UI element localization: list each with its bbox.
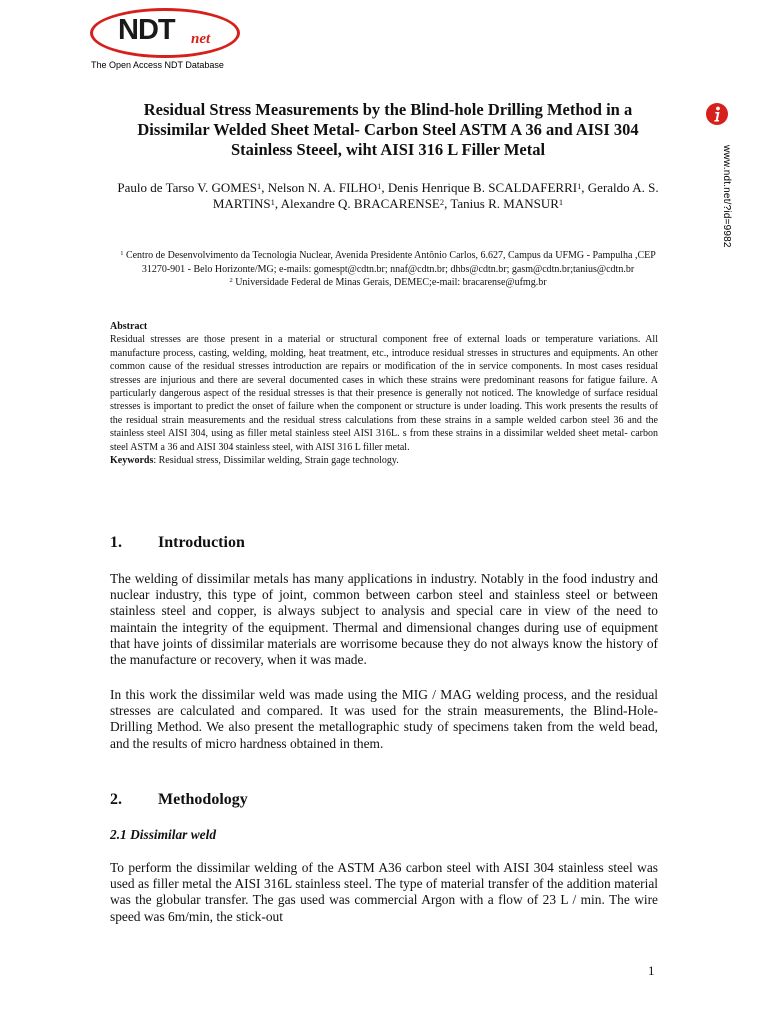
abstract-text: Residual stresses are those present in a material or structural component free of external loads or temperature variations. All manufacture process, casting, welding, molding, heat treatment, etc., introduce residual stresses in structures and equipments. An other common cause of the residual stresses introduction are repairs or modification of the in service components. In most cases residual stresses are injurious and there are several documented cases in which these strains were predominant reasons for fatigue failure. A particularly dangerous aspect of the residual stresses is that their presence is generally not noticed. The knowledge of surface residual stresses is important to predict the onset of failure when the component or structure is under loading. This work presents the results of the residual strain measurements and the residual stress calculations from these strains in a sample welded carbon steel 36 and the stainless steel AISI 304, using as filler metal stainless steel AISI 316L. s from these strains in a dissimilar welded sheet metal- carbon steel ASTM a 36 and AISI 304 stainless steel, with AISI 316 L filler metal. xyxy=(110,334,658,453)
logo-main-text: NDT xyxy=(118,14,175,46)
affiliation-mark: 2 xyxy=(229,277,233,284)
section-number: 2. xyxy=(110,791,122,808)
author-affiliation-mark: 1 xyxy=(558,197,564,207)
author-name: Denis Henrique B. SCALDAFERRI xyxy=(387,180,578,195)
side-url-link[interactable]: www.ndt.net/?id=9982 xyxy=(721,144,732,248)
author-separator: , xyxy=(274,196,281,211)
affiliation-text: Centro de Desenvolvimento da Tecnologia Nuclear, Avenida Presidente Antônio Carlos, 6.627, Campus da UFMG - Pampulha ,CEP 31270-901 - Belo Horizonte/MG; e-mails: gomespt@cdtn.br; nnaf@cdtn.br; dhbs@cdtn.br; gasm@cdtn.br;tanius@cdtn.br xyxy=(123,250,656,275)
author-name: Geraldo A. S. MARTINS xyxy=(212,180,659,211)
author-separator: , xyxy=(261,180,268,195)
author-name: Alexandre Q. BRACARENSE xyxy=(280,196,440,211)
section-heading-methodology xyxy=(110,791,248,809)
author-list xyxy=(110,180,666,212)
affiliations xyxy=(110,249,666,290)
page-number: 1 xyxy=(648,963,655,978)
logo-sub-text: net xyxy=(191,31,211,47)
keywords-text: : Residual stress, Dissimilar welding, Strain gage technology. xyxy=(153,455,399,467)
section-title: Methodology xyxy=(158,791,248,808)
author-affiliation-mark: 1 xyxy=(577,181,582,191)
intro-paragraph-2: In this work the dissimilar weld was made using the MIG / MAG welding process, and the residual stresses are calculated and compared. It was used for the strain measurements, the Blind-Hole-Drilling Method. We also present the metallographic study of specimens taken from the weld bead, and the results of micro hardness obtained in them. xyxy=(110,687,658,751)
affiliation-1 xyxy=(110,249,666,276)
author-separator: , xyxy=(581,180,588,195)
author-separator: , xyxy=(444,196,451,211)
author-affiliation-mark: 2 xyxy=(439,197,445,207)
section-title: Introduction xyxy=(158,534,245,551)
section-heading-introduction xyxy=(110,534,245,552)
section-number: 1. xyxy=(110,534,122,551)
info-icon[interactable] xyxy=(705,102,729,126)
abstract-heading: Abstract xyxy=(110,321,148,332)
affiliation-2 xyxy=(110,276,666,290)
author-affiliation-mark: 1 xyxy=(257,181,262,191)
abstract-section xyxy=(110,320,658,467)
author-name: Tanius R. MANSUR xyxy=(450,196,559,211)
paper-title: Residual Stress Measurements by the Blind-hole Drilling Method in a Dissimilar Welded Sheet Metal- Carbon Steel ASTM A 36 and AISI 304 Stainless Steeel, wiht AISI 316 L Filler Metal xyxy=(137,100,639,159)
author-affiliation-mark: 1 xyxy=(270,197,275,207)
author-separator: , xyxy=(381,180,388,195)
intro-paragraph-1: The welding of dissimilar metals has many applications in industry. Notably in the food industry and nuclear industry, this type of joint, common between carbon steel and stainless steel or between stainless steel and copper, is always subject to analysis and special care in view of the need to maintain the integrity of the equipment. Thermal and dimensional changes during use of equipment that have joints of dissimilar materials are worrisome because they do not always know the history of the manufacture or recovery, when it was made. xyxy=(110,571,658,668)
author-name: Nelson N. A. FILHO xyxy=(267,180,378,195)
keywords-line xyxy=(110,454,658,467)
tagline: The Open Access NDT Database xyxy=(91,60,224,70)
affiliation-text: Universidade Federal de Minas Gerais, DEMEC;e-mail: bracarense@ufmg.br xyxy=(232,277,547,288)
affiliation-mark: 1 xyxy=(120,250,124,257)
author-affiliation-mark: 1 xyxy=(377,181,382,191)
author-name: Paulo de Tarso V. GOMES xyxy=(117,180,257,195)
methodology-paragraph-1: To perform the dissimilar welding of the ASTM A36 carbon steel with AISI 304 stainless steel was used as filler metal the AISI 316L stainless steel. The type of material transfer of the addition material was the globular transfer. The gas used was commercial Argon with a flow of 23 L / min. The wire speed was 6m/min, the stick-out xyxy=(110,860,658,924)
subsection-heading: 2.1 Dissimilar weld xyxy=(110,827,217,842)
keywords-label: Keywords xyxy=(110,455,154,467)
